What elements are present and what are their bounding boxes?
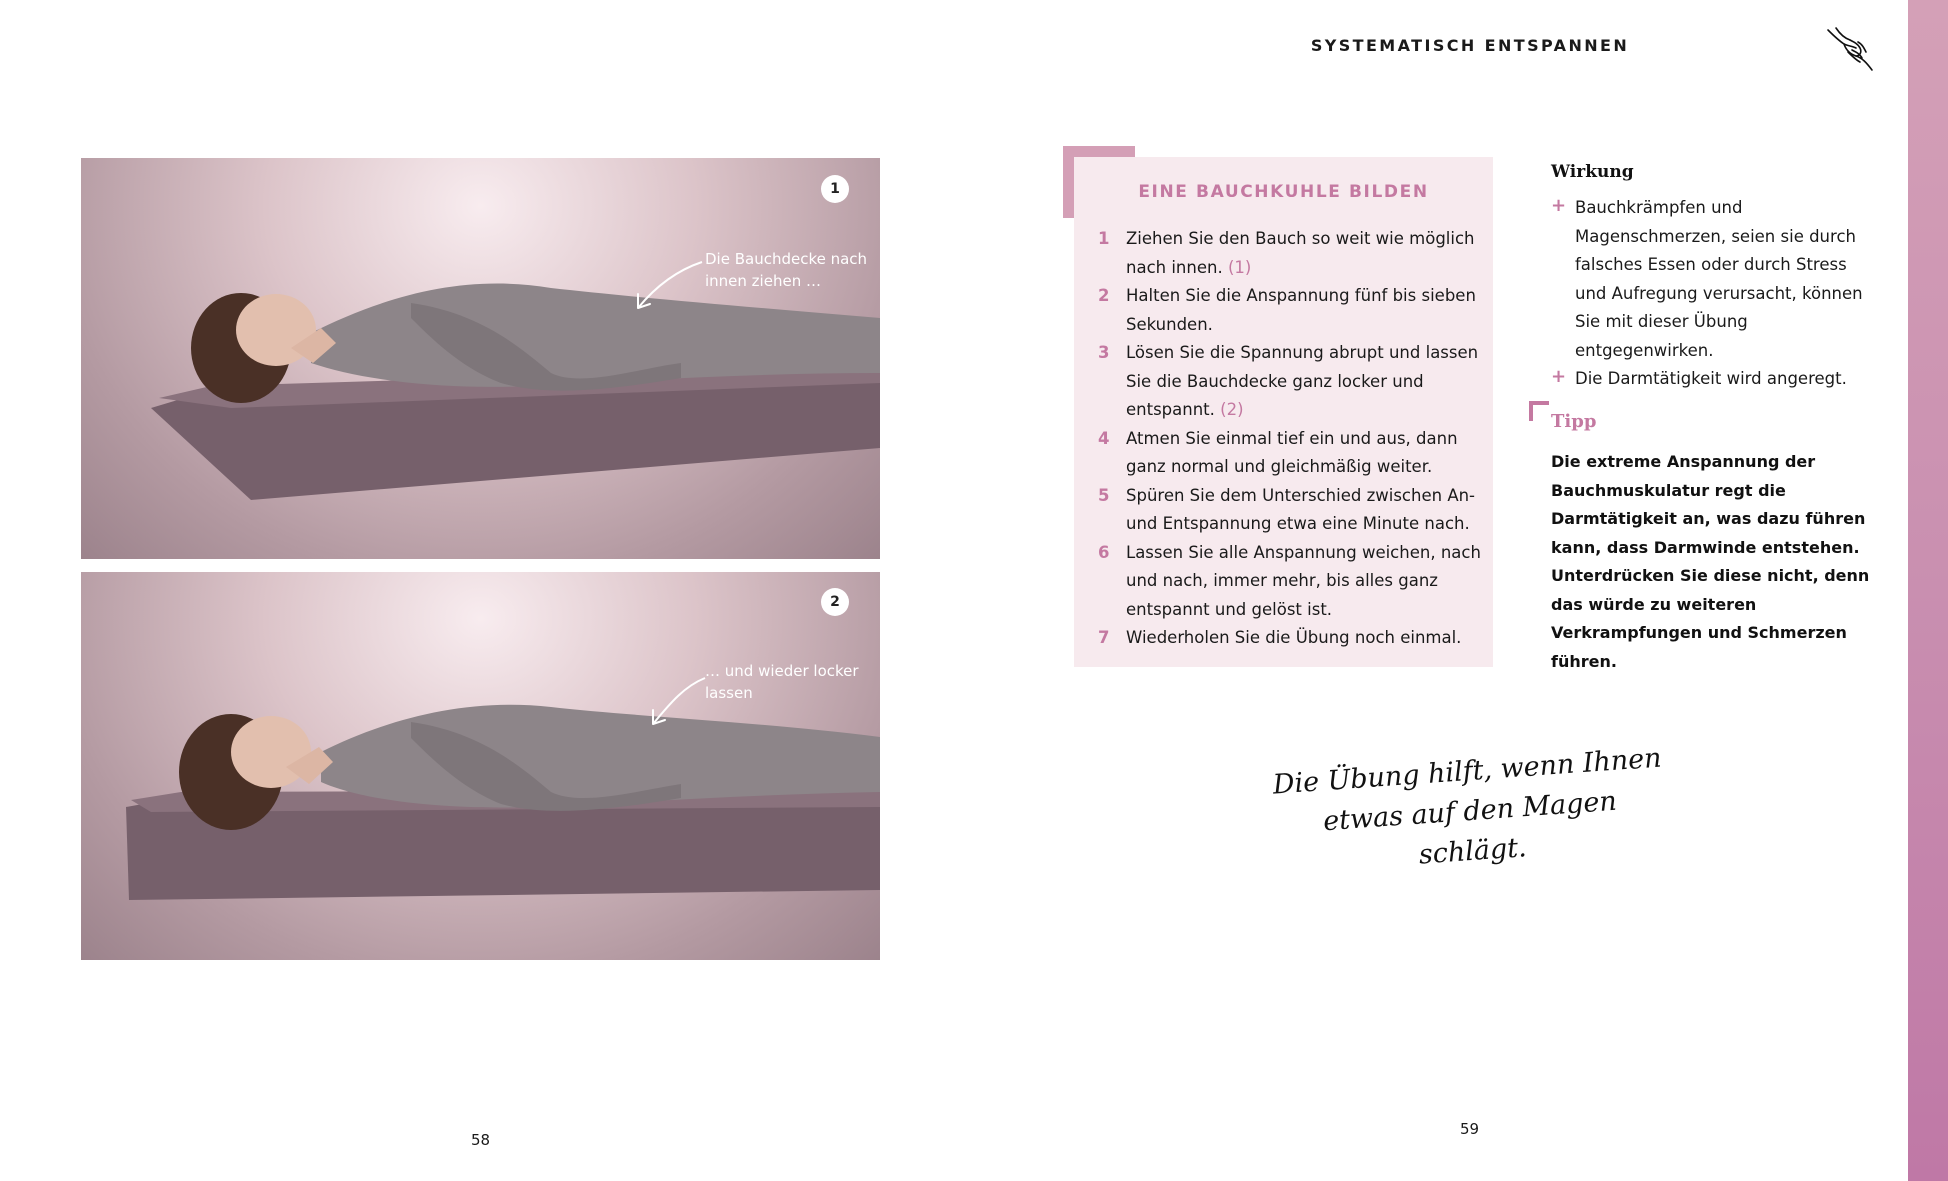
step-text: Ziehen Sie den Bauch so weit wie möglich nach innen.: [1126, 229, 1475, 277]
exercise-box: [1074, 157, 1493, 667]
step-number: 5: [1098, 485, 1110, 505]
step-text: Lösen Sie die Spannung abrupt und lassen Sie die Bauchdecke ganz locker und entspannt.: [1126, 343, 1479, 419]
photo-ref: (1): [1227, 257, 1252, 277]
section-header: SYSTEMATISCH ENTSPANNEN: [1310, 36, 1630, 55]
page-number-right: 59: [1460, 1120, 1480, 1138]
step-number: 3: [1098, 343, 1110, 362]
exercise-step: [1098, 339, 1483, 425]
tipp-corner-decoration: [1529, 401, 1549, 421]
exercise-step: [1098, 282, 1483, 339]
step-text: Atmen Sie einmal tief ein und aus, dann ganz normal und gleichmäßig weiter.: [1126, 428, 1458, 476]
tipp-heading: Tipp: [1551, 411, 1597, 432]
page-number-left: 58: [471, 1131, 491, 1149]
arrow-icon: [626, 256, 706, 316]
step-text: Lassen Sie alle Anspannung weichen, nach und nach, immer mehr, bis alles ganz entspannt und gelöst ist.: [1126, 542, 1481, 619]
exercise-title: EINE BAUCHKUHLE BILDEN: [1138, 182, 1429, 202]
arrow-icon: [641, 672, 711, 732]
step-number: 6: [1098, 542, 1110, 562]
step-number: 4: [1098, 428, 1110, 448]
exercise-step: [1098, 425, 1483, 482]
wirkung-list: [1551, 194, 1871, 394]
wirkung-text: Die Darmtätigkeit wird angeregt.: [1575, 369, 1847, 388]
wirkung-item: [1551, 365, 1871, 394]
photo-number-badge: 1: [821, 175, 849, 203]
exercise-photo-2: [81, 572, 880, 960]
exercise-step: [1098, 624, 1483, 653]
exercise-steps: [1098, 225, 1483, 653]
photo-ref: (2): [1220, 400, 1244, 419]
tipp-text: Die extreme Anspannung der Bauchmuskulatur regt die Darmtätigkeit an, was dazu führen kann, dass Darmwinde entstehen. Unterdrücken Sie diese nicht, denn das würde zu weiteren Verkrampfungen und Schmerzen führen.: [1551, 452, 1870, 671]
exercise-photo-1: [81, 158, 880, 559]
box-corner-decoration: [1063, 146, 1135, 218]
woman-lying-illustration: [81, 572, 880, 960]
step-number: 7: [1098, 628, 1110, 647]
edge-color-bar: [1908, 0, 1948, 1181]
handwritten-note: Die Übung hilft, wenn Ihnen etwas auf den Magen schlägt.: [1271, 742, 1663, 871]
wirkung-text: Bauchkrämpfen und Magenschmerzen, seien sie durch falsches Essen oder durch Stress und Aufregung verursacht, können Sie mit dieser Übung entgegenwirken.: [1575, 198, 1863, 360]
step-text: Halten Sie die Anspannung fünf bis sieben Sekunden.: [1126, 286, 1476, 334]
photo-number-badge: 2: [821, 588, 849, 616]
step-number: 1: [1098, 229, 1110, 248]
step-number: 2: [1098, 286, 1110, 305]
woman-lying-illustration: [81, 158, 880, 559]
wirkung-item: [1551, 194, 1871, 365]
exercise-step: [1098, 539, 1483, 625]
plus-icon: +: [1551, 366, 1567, 387]
step-text: Spüren Sie dem Unterschied zwischen An- und Entspannung etwa eine Minute nach.: [1126, 485, 1476, 533]
wirkung-heading: Wirkung: [1551, 162, 1634, 182]
exercise-step: [1098, 225, 1483, 282]
exercise-step: [1098, 482, 1483, 539]
step-text: Wiederholen Sie die Übung noch einmal.: [1126, 628, 1462, 647]
plus-icon: +: [1551, 195, 1567, 216]
hands-icon: [1822, 22, 1878, 78]
photo-caption: … und wieder locker lassen: [705, 662, 859, 702]
photo-caption: Die Bauchdecke nach innen ziehen …: [705, 250, 868, 290]
